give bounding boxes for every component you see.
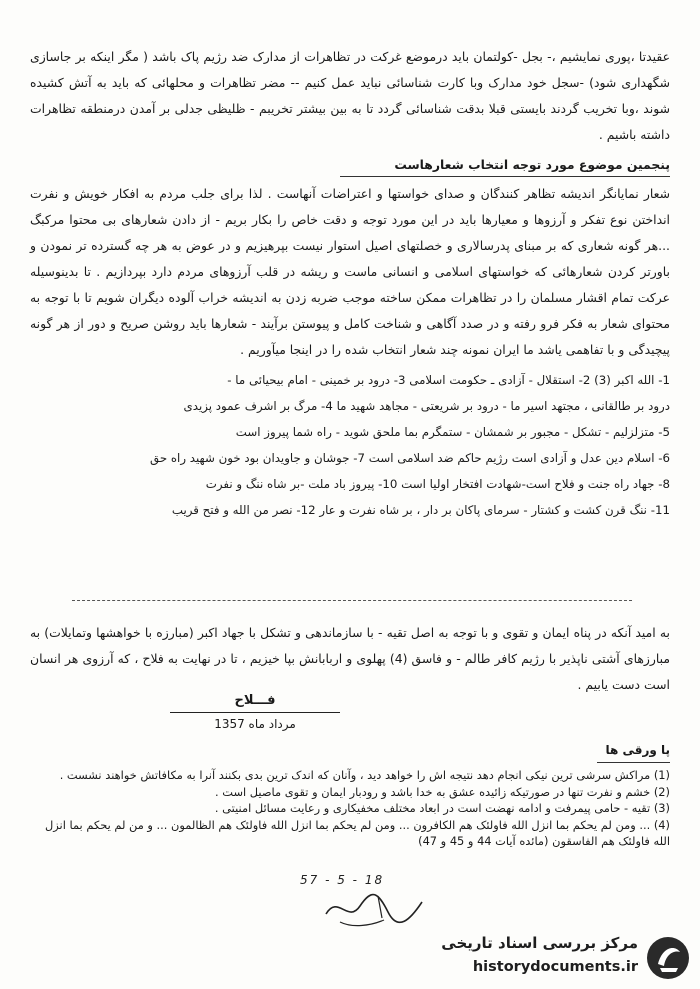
slogan-line: 8- جهاد راه جنت و فلاح است-شهادت افتخار اولیا است 10- پیروز باد ملت -بر شاه ننگ و نفرت	[205, 477, 670, 491]
footnote: (2) خشم و نفرت تنها در صورتیکه زائیده عشق به خدا باشد و رودبار ایمان و تقوی ماصیل است .	[215, 784, 670, 799]
intro-paragraph: عقیدتا ،پوری نمایشیم ،- بجل -کولتمان باید درموضع غرکت در تظاهرات از مدارک ضد رژیم پاک باشد ( مگر اینکه بر جاسازی شگهداری شود) -سجل خود مدارک وبا کارت شناسائی نباید عمل کنیم -- مضر تظاهرات و محلهائی که باید به آتش کشیده شوند ،وبا تخریب گردند بایستی قبلا بدقت شناسائی گردد تا به بین بیشتر تخریبم - ظلیظی جدلی بر آمدن درمنطقه تظاهرات داشته باشیم .	[30, 49, 670, 142]
closing-text: به امید آنکه در پناه ایمان و تقوی و با توجه به اصل تقیه - با سازماندهی و تشکل با جهاد اکبر (مبارزه با خواهشها وتمایلات) به مبارزهای آشتی ناپذیر با رژیم کافر طالم - و فاسق (4) پهلوی و اربابانش بپا خیزیم ، تا در نهایت به فلاح ، که آرزوی هر انسان است دست یابیم .	[30, 625, 671, 693]
footnote: (3) تقیه - حامی پیمرفت و ادامه نهضت است در ابعاد مختلف مخفیکاری و رعایت مسائل امنیتی .	[214, 801, 670, 815]
slogan-line: 1- الله اکبر (3) 2- استقلال - آزادی ـ حکومت اسلامی 3- درود بر خمینی - امام بیحیائی ما -	[227, 373, 670, 387]
slogan-line: 11- ننگ قرن کشت و کشتار - سرمای پاکان بر دار ، بر شاه نفرت و عار 12- نصر من الله و فتح قریب	[171, 503, 670, 517]
signoff-date: مرداد ماه 1357	[214, 717, 296, 731]
signoff-name: فـــلاح	[170, 690, 340, 713]
signoff-block	[170, 690, 340, 735]
footnotes	[30, 738, 670, 850]
slogan-line: 5- متزلزلیم - تشکل - مجبور بر شمشان - ستمگرم بما ملحق شوید - راه شما پیروز است	[235, 425, 670, 439]
section-divider	[72, 600, 632, 601]
handwritten-date: 57 - 5 - 18	[300, 873, 385, 887]
handwritten-signature	[318, 884, 428, 932]
footnote: (4) ... ومن لم یحکم بما انزل الله فاولئک هم الکافرون ... ومن لم یحکم بما انزل الله فاولئک هم الظالمون ... و من لم یحکم بما انزل الله فاولئک هم الفاسقون (مائده آیات 44 و 45 و 47)	[44, 817, 670, 848]
archive-logo	[440, 930, 696, 986]
footnote: (1) مراکش سرشی ترین نیکی انجام دهد نتیجه اش را خواهد دید ، وآنان که اندک ترین بدی بکنند آنرا به مکافاتش خواهند نشست .	[59, 768, 670, 782]
slogan-line: درود بر طالقانی ، مجتهد اسیر ما - درود بر شریعتی - مجاهد شهید ما 4- مرگ بر اشرف عمود پزیدی	[183, 399, 670, 413]
slogan-list	[30, 367, 670, 523]
closing-paragraph	[30, 608, 670, 711]
footnotes-title: پا ورقی ها	[597, 738, 670, 763]
slogan-line: 6- اسلام دین عدل و آزادی است رژیم حاکم ضد اسلامی است 7- جوشان و جاویدان بود خون شهید راه حق	[149, 451, 670, 465]
document-body	[30, 44, 670, 523]
logo-url: historydocuments.ir	[472, 959, 638, 975]
archive-emblem-icon	[644, 934, 692, 982]
section-paragraph: شعار نمایانگر اندیشه تظاهر کنندگان و صدای خواستها و اعتراضات آنهاست . لذا برای جلب مردم به افکار خویش و نفرت انداختن نوع تفکر و آرزوها و معیارها باید در این مورد توجه و دقت خاص را بکار بریم - از دادن شعارهای بی محتوا مرکبگ ...هر گونه شعاری که بر مبنای پدرسالاری و خصلتهای اصیل استوار نیست بپرهیزیم و در عوض به هر چه گسترده تر نمودن و باورتر کردن شعارهائی که خواستهای اسلامی و انسانی ماست و ریشه در قلب آرزوهای مردم دارد بپردازیم . تا بدینوسیله عرکت تمام اقشار مسلمان را در تظاهرات ممکن ساخته موجب ضربه زدن به اندیشه خراب آلوده دیگران شویم تا با توجه به محتوای شعار به فکر فرو رفته و در صدد آگاهی و شناخت کامل و پیوستن برآیند - شعارها باید روشن صریح و دور از هر گونه پیچیدگی و با تفاهمی یاشد ما ایران نمونه چند شعار انتخاب شده را در اینجا میآوریم .	[30, 186, 670, 357]
logo-name: مرکز بررسی اسناد تاریخی	[441, 934, 638, 952]
section-heading: پنجمین موضوع مورد توجه انتخاب شعارهاست	[340, 154, 670, 177]
